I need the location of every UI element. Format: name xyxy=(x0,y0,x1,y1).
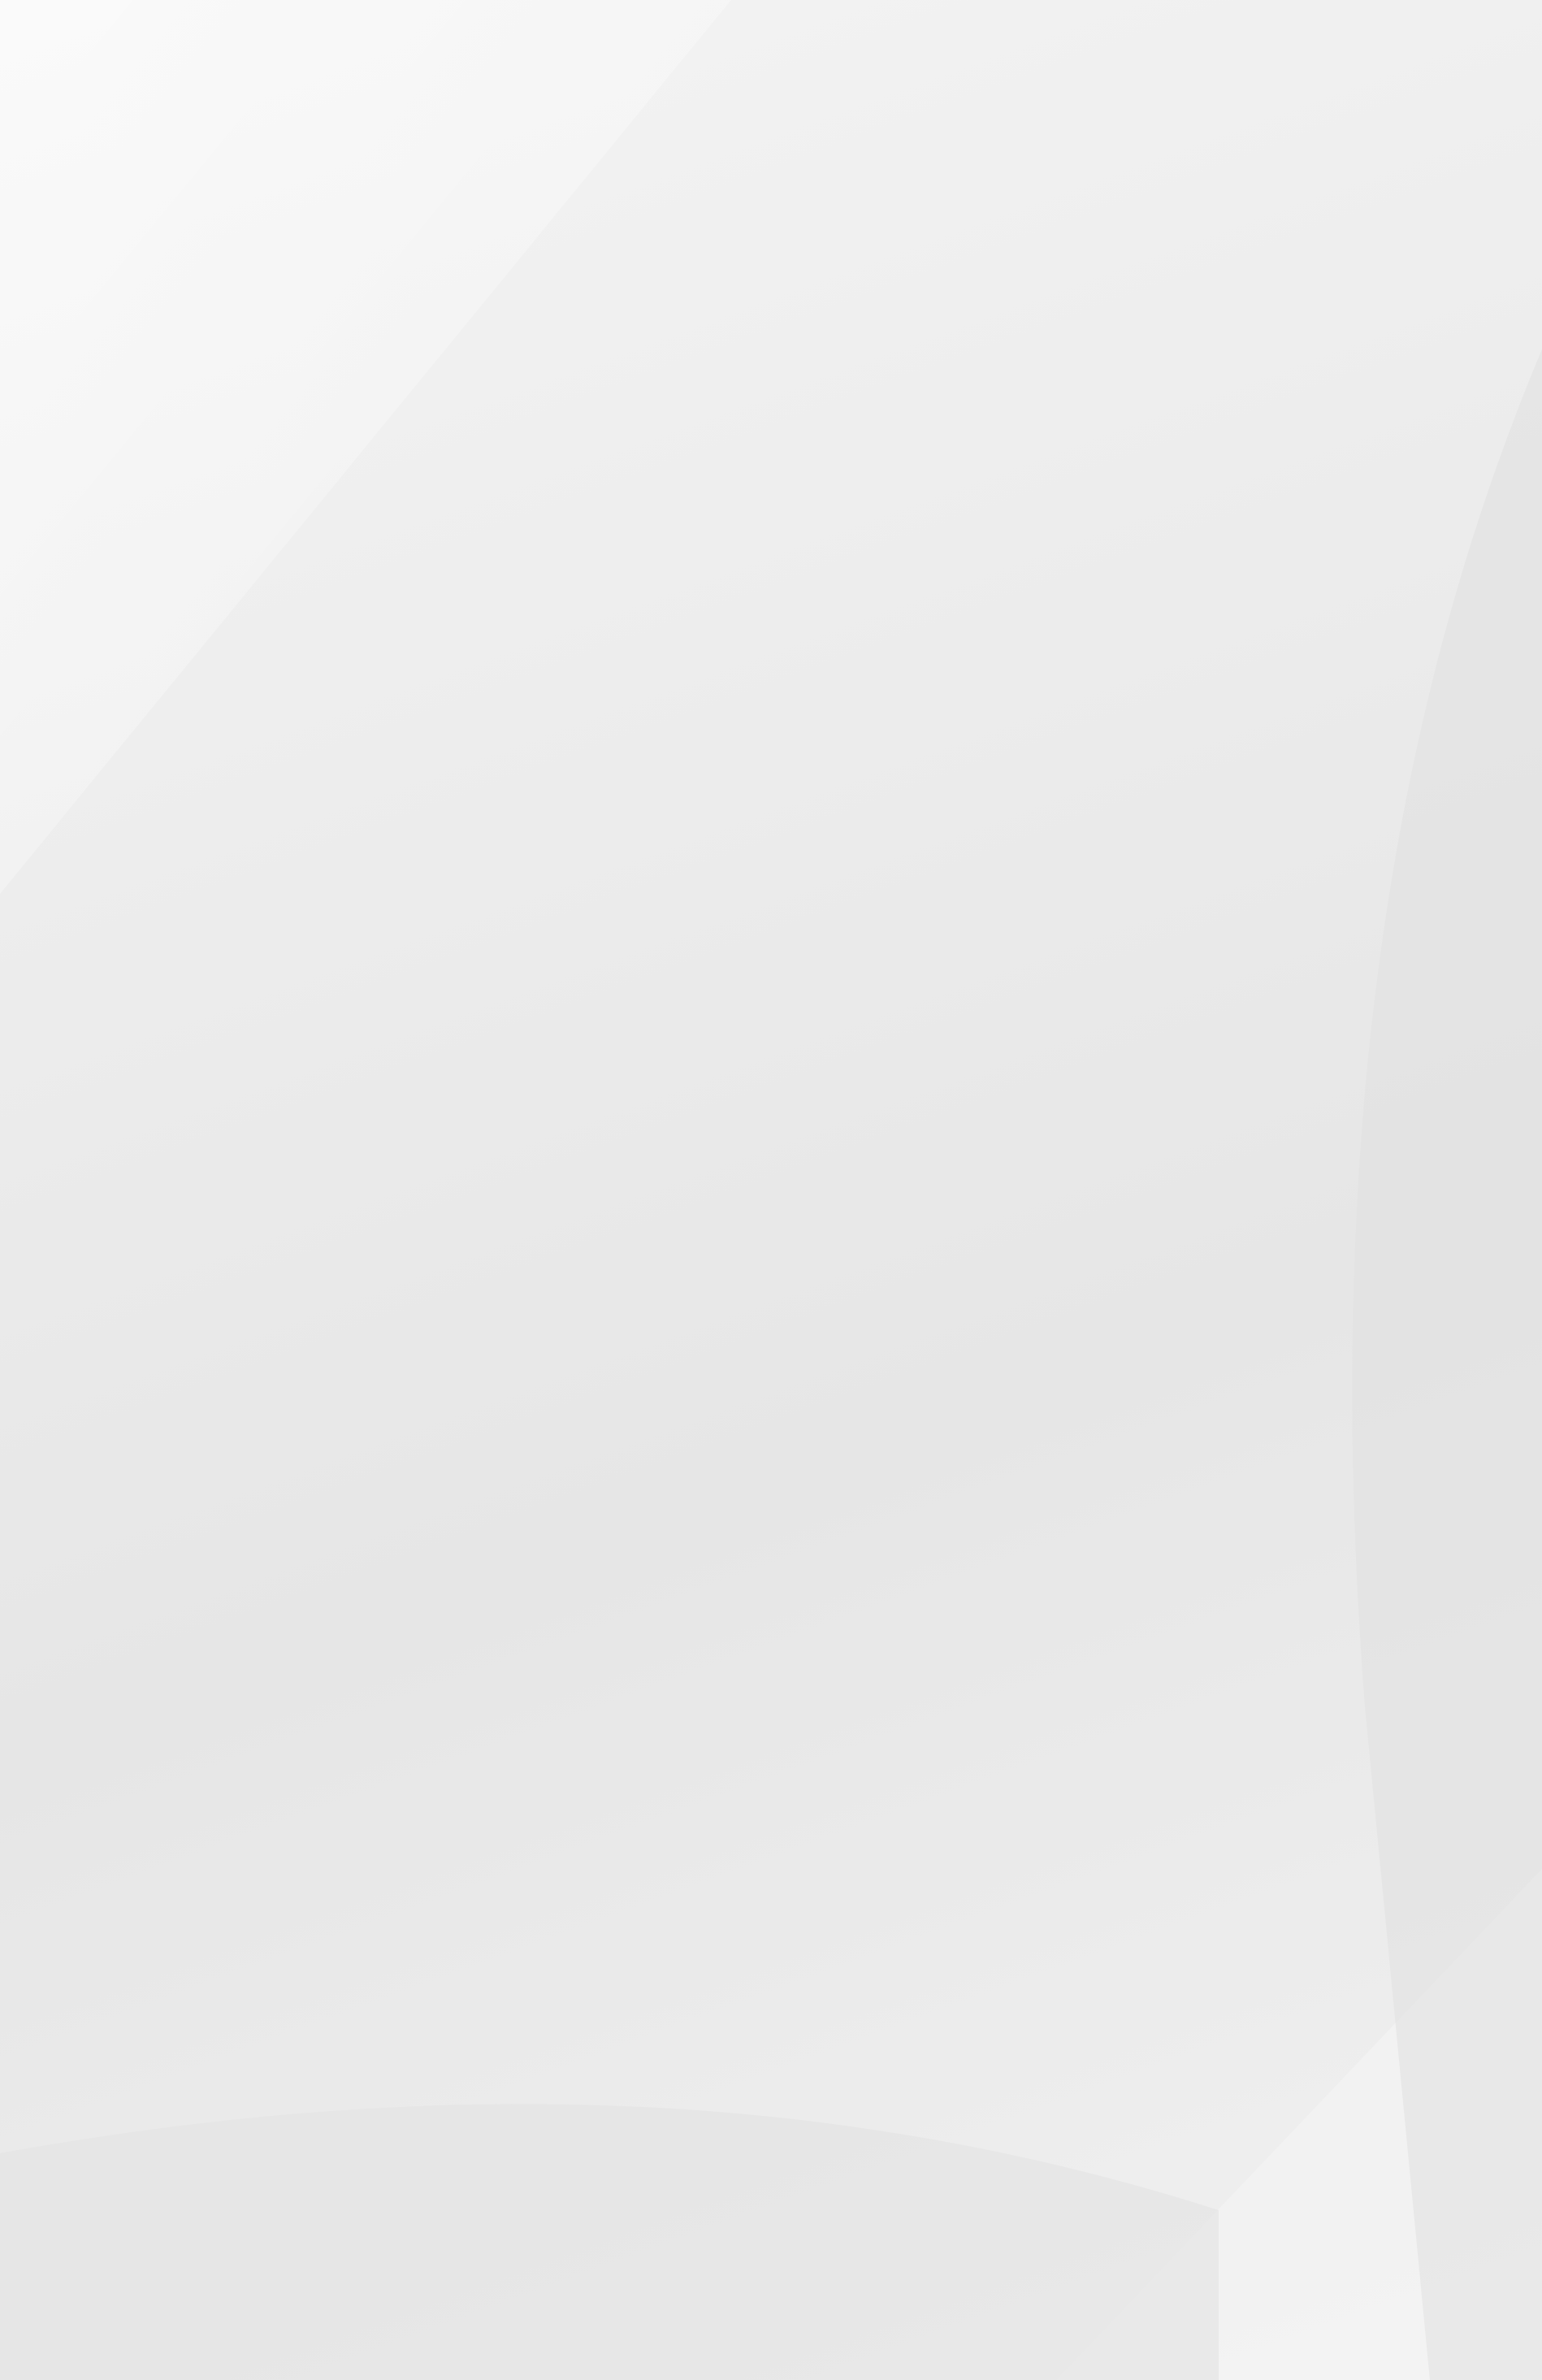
film-strip-shadow-band xyxy=(0,2104,1219,2380)
light-streak xyxy=(0,0,731,894)
